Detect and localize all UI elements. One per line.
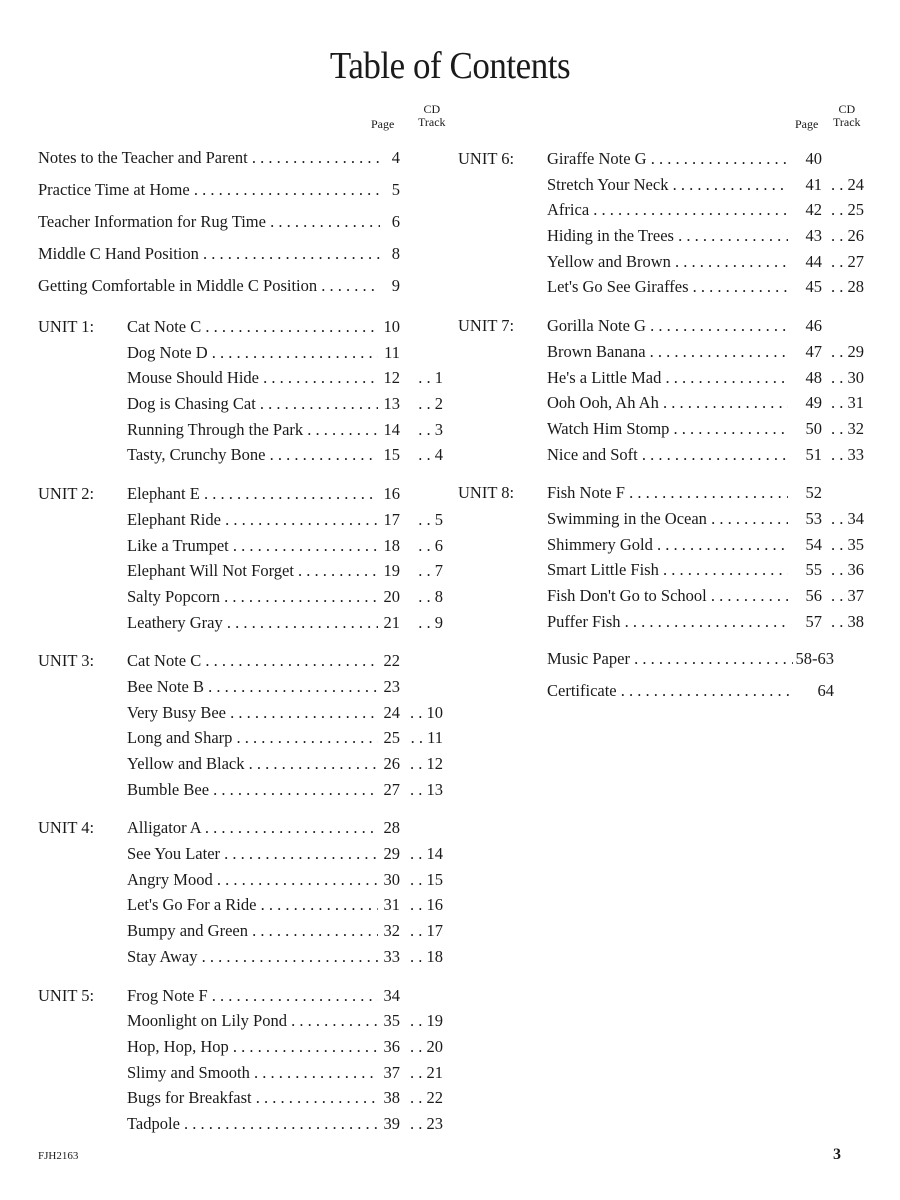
entry-title: Stay Away . . .: [127, 944, 378, 970]
unit-entry: [38, 507, 458, 533]
entry-title: Frog Note F . . .: [127, 983, 378, 1009]
entry-title: Watch Him Stomp . . .: [547, 416, 788, 442]
entry-page: 20: [383, 586, 400, 606]
unit-label: UNIT 8:: [458, 483, 515, 503]
entry-title: Swimming in the Ocean . . .: [547, 506, 788, 532]
entry-page: 23: [383, 676, 400, 696]
unit-entry: [38, 944, 458, 970]
unit-label: UNIT 1:: [38, 317, 95, 336]
unit-entry: [38, 442, 458, 468]
unit-entry: [38, 892, 458, 918]
cd-header-label-right: CD: [838, 102, 856, 116]
unit-entry: [458, 249, 868, 275]
unit-block: [38, 648, 458, 802]
cd-track-column-header: [418, 103, 446, 129]
entry-track: . . 35: [824, 532, 864, 558]
entry-page: 54: [805, 534, 822, 554]
unit-entry: [458, 532, 868, 558]
unit-entry: [458, 416, 868, 442]
unit-block: [38, 815, 458, 969]
unit-entry: [38, 751, 458, 777]
entry-page: 29: [383, 844, 400, 864]
entry-title: Getting Comfortable in Middle C Position . . .: [38, 274, 380, 298]
entry-title: Fish Note F . . .: [547, 480, 788, 506]
unit-entry: [38, 1111, 458, 1137]
general-entry: [38, 242, 458, 274]
page-title: Table of Contents: [329, 45, 571, 87]
unit-entry: [38, 365, 458, 391]
entry-title: Slimy and Smooth . . .: [127, 1060, 378, 1086]
general-entry: [38, 274, 458, 306]
entry-track: . . 20: [403, 1034, 443, 1060]
entry-title: Music Paper . . .: [547, 647, 793, 671]
entry-track: . . 1: [403, 365, 443, 391]
entry-title: Salty Popcorn . . .: [127, 584, 378, 610]
entry-title: Angry Mood . . .: [127, 867, 378, 893]
entry-title: Bugs for Breakfast . . .: [127, 1085, 378, 1111]
unit-entry: [458, 197, 868, 223]
unit-entry: [38, 1060, 458, 1086]
unit-label: UNIT 5:: [38, 985, 95, 1005]
unit-entry: [458, 274, 868, 300]
unit-entry: [38, 648, 458, 674]
unit-entry: [38, 417, 458, 443]
entry-page: 5: [391, 180, 400, 199]
entry-title: Like a Trumpet . . .: [127, 533, 378, 559]
entry-track: . . 3: [403, 417, 443, 443]
entry-page: 26: [383, 754, 400, 773]
entry-page: 10: [383, 317, 400, 336]
entry-page: 57: [805, 611, 822, 631]
entry-track: . . 24: [824, 172, 864, 198]
unit-entry: [458, 223, 868, 249]
entry-track: . . 31: [824, 390, 864, 416]
general-entry: [38, 210, 458, 242]
entry-track: . . 11: [403, 725, 443, 751]
unit-entry: [458, 313, 868, 339]
entry-title: Yellow and Black . . .: [127, 751, 378, 777]
entry-page: 50: [805, 418, 822, 438]
unit-entry: [38, 841, 458, 867]
page-column-header: Page: [371, 117, 395, 131]
entry-page: 52: [805, 483, 822, 503]
extra-entry: [458, 679, 868, 711]
entry-page: 48: [805, 367, 822, 387]
page-number: 3: [833, 1146, 841, 1163]
unit-entry: [38, 610, 458, 636]
track-header-label: Track: [418, 115, 446, 129]
catalog-code: FJH2163: [38, 1150, 79, 1162]
entry-page: 53: [805, 508, 822, 528]
entry-title: Very Busy Bee . . .: [127, 700, 378, 726]
entry-title: Ooh Ooh, Ah Ah . . .: [547, 390, 788, 416]
unit-entry: [38, 481, 458, 507]
entry-page: 41: [805, 174, 822, 194]
entry-title: Bee Note B . . .: [127, 674, 378, 700]
entry-track: . . 29: [824, 339, 864, 365]
entry-track: . . 36: [824, 557, 864, 583]
unit-entry: [38, 314, 458, 340]
entry-page: 24: [383, 702, 400, 722]
entry-track: . . 27: [824, 249, 864, 275]
entry-track: . . 14: [403, 841, 443, 867]
entry-page: 35: [383, 1011, 400, 1031]
entry-page: 21: [383, 612, 400, 632]
cd-header-label: CD: [423, 102, 441, 116]
general-entry: [38, 178, 458, 210]
entry-page: 6: [391, 212, 400, 231]
entry-page: 18: [383, 535, 400, 555]
unit-entry: [38, 1085, 458, 1111]
entry-track: . . 17: [403, 918, 443, 944]
entry-title: Smart Little Fish . . .: [547, 557, 788, 583]
entry-track: . . 2: [403, 391, 443, 417]
unit-block: [458, 480, 868, 634]
track-header-label-right: Track: [833, 115, 861, 129]
extra-entry: [458, 647, 868, 679]
entry-title: Certificate . . .: [547, 679, 793, 703]
entry-title: Hiding in the Trees . . .: [547, 223, 788, 249]
unit-block: [38, 314, 458, 468]
entry-title: Leathery Gray . . .: [127, 610, 378, 636]
entry-title: Nice and Soft . . .: [547, 442, 788, 468]
entry-track: . . 16: [403, 892, 443, 918]
page-column-header-right: Page: [795, 117, 819, 131]
entry-title: Puffer Fish . . .: [547, 609, 788, 635]
entry-page: 32: [383, 921, 400, 941]
entry-track: . . 33: [824, 442, 864, 468]
entry-page: 39: [383, 1113, 400, 1133]
entry-track: . . 10: [403, 700, 443, 726]
unit-entry: [38, 867, 458, 893]
unit-entry: [458, 480, 868, 506]
unit-entry: [458, 390, 868, 416]
entry-title: Long and Sharp . . .: [127, 725, 378, 751]
unit-entry: [38, 584, 458, 610]
entry-track: . . 18: [403, 944, 443, 970]
unit-block: [458, 146, 868, 300]
entry-track: . . 12: [403, 751, 443, 777]
entry-title: Elephant E . . .: [127, 481, 378, 507]
unit-entry: [38, 983, 458, 1009]
unit-entry: [458, 339, 868, 365]
entry-track: . . 21: [403, 1060, 443, 1086]
entry-page: 36: [383, 1036, 400, 1056]
entry-title: Shimmery Gold . . .: [547, 532, 788, 558]
unit-entry: [38, 533, 458, 559]
entry-track: . . 34: [824, 506, 864, 532]
entry-title: Notes to the Teacher and Parent . . .: [38, 146, 380, 170]
entry-page: 34: [383, 985, 400, 1005]
entry-title: Running Through the Park . . .: [127, 417, 378, 443]
entry-page: 19: [383, 561, 400, 581]
entry-page: 49: [805, 393, 822, 413]
unit-entry: [38, 918, 458, 944]
entry-track: . . 7: [403, 558, 443, 584]
entry-page: 28: [383, 818, 400, 838]
entry-track: . . 32: [824, 416, 864, 442]
entry-title: Dog Note D . . .: [127, 340, 378, 366]
toc-left-column: [38, 146, 458, 1137]
entry-title: Cat Note C . . .: [127, 648, 378, 674]
entry-track: . . 38: [824, 609, 864, 635]
entry-page: 37: [383, 1062, 400, 1082]
entry-title: Cat Note C . . .: [127, 314, 378, 340]
entry-page: 64: [817, 681, 834, 701]
general-entry: [38, 146, 458, 178]
entry-track: . . 6: [403, 533, 443, 559]
entry-track: . . 25: [824, 197, 864, 223]
entry-title: Brown Banana . . .: [547, 339, 788, 365]
entry-page: 16: [383, 484, 400, 504]
unit-label: UNIT 7:: [458, 316, 515, 336]
unit-block: [38, 481, 458, 635]
unit-entry: [38, 1034, 458, 1060]
entry-track: . . 13: [403, 777, 443, 803]
entry-title: Bumble Bee . . .: [127, 777, 378, 803]
unit-entry: [458, 442, 868, 468]
entry-title: Teacher Information for Rug Time . . .: [38, 210, 380, 234]
entry-track: . . 8: [403, 584, 443, 610]
entry-title: Middle C Hand Position . . .: [38, 242, 380, 266]
entry-title: Yellow and Brown . . .: [547, 249, 788, 275]
entry-page: 31: [383, 895, 400, 915]
entry-title: Africa . . .: [547, 197, 788, 223]
entry-page: 38: [383, 1088, 400, 1108]
unit-entry: [38, 558, 458, 584]
entry-track: . . 23: [403, 1111, 443, 1137]
entry-track: . . 5: [403, 507, 443, 533]
entry-page: 15: [383, 445, 400, 465]
entry-title: Fish Don't Go to School . . .: [547, 583, 788, 609]
entry-title: He's a Little Mad . . .: [547, 365, 788, 391]
entry-title: Stretch Your Neck . . .: [547, 172, 788, 198]
entry-track: . . 19: [403, 1008, 443, 1034]
entry-track: . . 15: [403, 867, 443, 893]
unit-entry: [38, 777, 458, 803]
unit-entry: [38, 1008, 458, 1034]
entry-title: Let's Go See Giraffes . . .: [547, 274, 788, 300]
entry-track: . . 28: [824, 274, 864, 300]
entry-page: 11: [384, 342, 400, 362]
entry-page: 42: [805, 200, 822, 220]
unit-entry: [458, 583, 868, 609]
entry-title: Dog is Chasing Cat . . .: [127, 391, 378, 417]
unit-label: UNIT 3:: [38, 651, 95, 671]
entry-title: Elephant Ride . . .: [127, 507, 378, 533]
entry-title: Elephant Will Not Forget . . .: [127, 558, 378, 584]
entry-page: 43: [805, 226, 822, 246]
entry-page: 13: [383, 394, 400, 414]
entry-track: . . 4: [403, 442, 443, 468]
unit-block: [38, 983, 458, 1137]
unit-entry: [458, 172, 868, 198]
entry-title: Moonlight on Lily Pond . . .: [127, 1008, 378, 1034]
entry-title: Gorilla Note G . . .: [547, 313, 788, 339]
unit-entry: [458, 609, 868, 635]
entry-page: 46: [805, 316, 822, 336]
entry-title: Let's Go For a Ride . . .: [127, 892, 378, 918]
unit-entry: [38, 725, 458, 751]
unit-block: [458, 313, 868, 467]
unit-label: UNIT 2:: [38, 484, 95, 504]
entry-page: 33: [383, 946, 400, 966]
entry-page: 17: [383, 509, 400, 529]
entry-page: 51: [805, 444, 822, 464]
unit-entry: [458, 557, 868, 583]
entry-track: . . 9: [403, 610, 443, 636]
entry-title: Giraffe Note G . . .: [547, 146, 788, 172]
entry-track: . . 37: [824, 583, 864, 609]
entry-title: Mouse Should Hide . . .: [127, 365, 378, 391]
unit-entry: [38, 340, 458, 366]
unit-entry: [38, 674, 458, 700]
entry-page: 40: [805, 149, 822, 168]
cd-track-column-header-right: [833, 103, 861, 129]
toc-right-column: [458, 146, 868, 711]
unit-entry: [38, 391, 458, 417]
entry-title: Hop, Hop, Hop . . .: [127, 1034, 378, 1060]
entry-track: . . 30: [824, 365, 864, 391]
entry-page: 47: [805, 341, 822, 361]
entry-track: . . 22: [403, 1085, 443, 1111]
unit-entry: [458, 365, 868, 391]
entry-title: Practice Time at Home . . .: [38, 178, 380, 202]
unit-entry: [38, 700, 458, 726]
unit-label: UNIT 4:: [38, 818, 95, 838]
entry-page: 25: [383, 728, 400, 748]
entry-page: 22: [383, 651, 400, 671]
entry-page: 27: [383, 779, 400, 799]
entry-page: 4: [391, 148, 400, 167]
unit-entry: [458, 506, 868, 532]
entry-page: 55: [805, 560, 822, 580]
unit-entry: [38, 815, 458, 841]
entry-page: 56: [805, 586, 822, 605]
entry-page: 58-63: [795, 649, 834, 669]
entry-page: 12: [383, 368, 400, 388]
entry-track: . . 26: [824, 223, 864, 249]
unit-entry: [458, 146, 868, 172]
entry-page: 30: [383, 869, 400, 889]
entry-page: 8: [391, 244, 400, 263]
unit-label: UNIT 6:: [458, 149, 515, 168]
entry-title: Tadpole . . .: [127, 1111, 378, 1137]
entry-title: See You Later . . .: [127, 841, 378, 867]
entry-page: 14: [383, 419, 400, 439]
entry-page: 45: [805, 277, 822, 297]
entry-title: Bumpy and Green . . .: [127, 918, 378, 944]
entry-page: 9: [391, 276, 400, 295]
entry-title: Tasty, Crunchy Bone . . .: [127, 442, 378, 468]
entry-page: 44: [805, 251, 822, 271]
entry-title: Alligator A . . .: [127, 815, 378, 841]
